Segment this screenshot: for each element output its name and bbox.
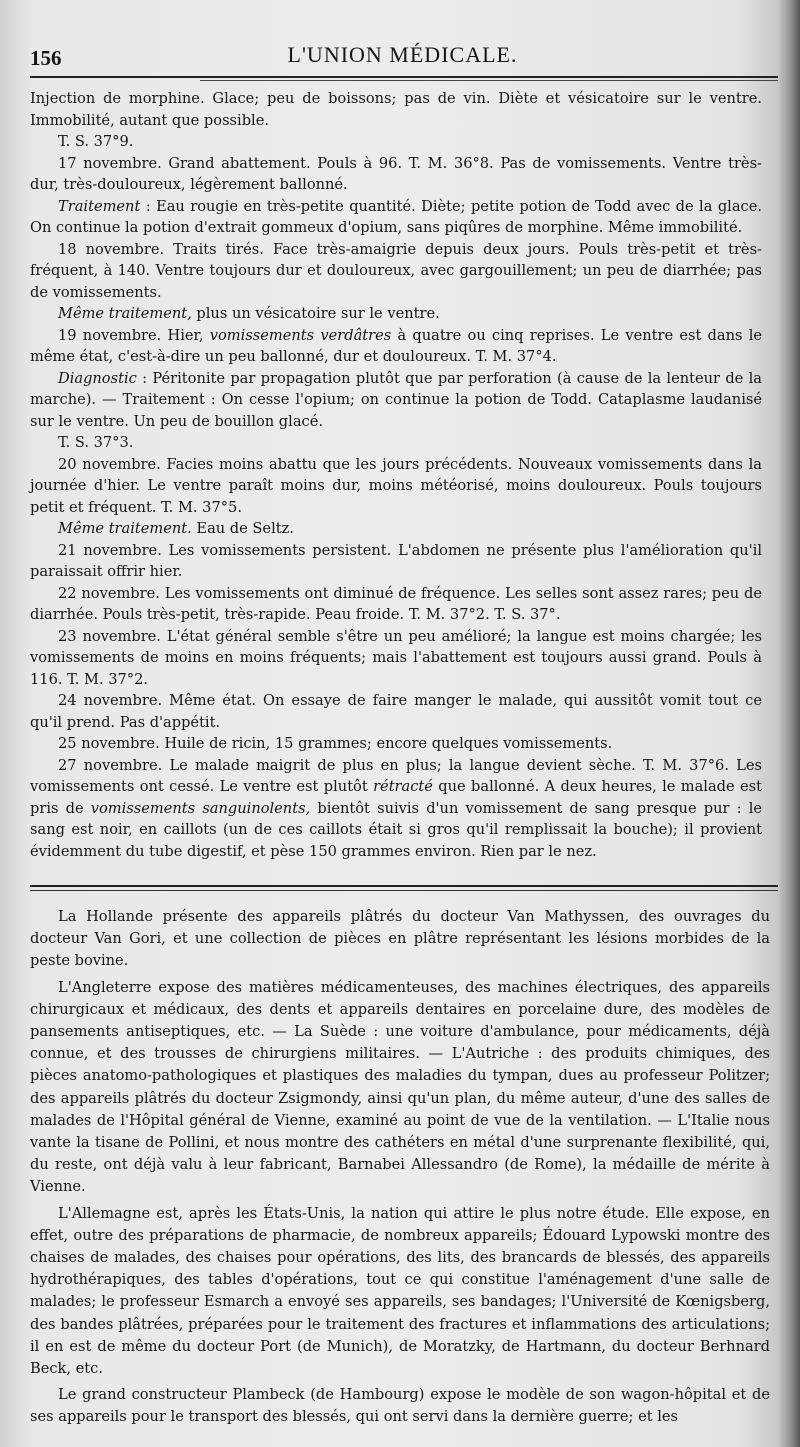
text-run: 18 novembre. Traits tirés. Face très-amaigrie depuis deux jours. Pouls très-petit et très-fréquent, à 140. Ventre toujours dur et douloureux, avec gargouillement; un peu de diarrhée; pas de vomissements. <box>30 240 762 301</box>
case-paragraph <box>30 196 762 239</box>
italic-text: Traitement <box>58 197 141 215</box>
case-paragraph <box>30 733 762 755</box>
case-paragraph <box>30 540 762 583</box>
text-run: 21 novembre. Les vomissements persistent. L'abdomen ne présente plus l'amélioration qu'il paraissait offrir hier. <box>30 541 762 580</box>
case-paragraph <box>30 153 762 196</box>
text-run: : Eau rougie en très-petite quantité. Diète; petite potion de Todd avec de la glace. On continue la potion d'extrait gommeux d'opium, sans piqûres de morphine. Même immobilité. <box>30 197 762 236</box>
case-notes <box>30 88 762 862</box>
text-run: Injection de morphine. Glace; peu de boissons; pas de vin. Diète et vésicatoire sur le ventre. Immobilité, autant que possible. <box>30 90 762 129</box>
text-run: 20 novembre. Facies moins abattu que les jours précédents. Nouveaux vomissements dans la journée d'hier. Le ventre paraît moins dur, moins météorisé, moins douloureux. Pouls toujours petit et fréquent. T. M. 37°5. <box>30 455 762 516</box>
header-rule-thin <box>200 80 778 81</box>
page-edge-shadow <box>778 0 800 1447</box>
exposition-paragraph: L'Angleterre expose des matières médicamenteuses, des machines électriques, des appareils chirurgicaux et médicaux, des dents et appareils dentaires en porcelaine dure, des modèles de pansements antiseptiques, etc. — La Suède : une voiture d'ambulance, pour médicaments, déjà connue, et des trousses de chirurgiens militaires. — L'Autriche : des produits chimiques, des pièces anatomo-pathologiques et plastiques des maladies du tympan, dues au professeur Politzer; des appareils plâtrés du docteur Zsigmondy, ainsi qu'un plan, du même auteur, d'une des salles de malades de l'Hôpital général de Vienne, examiné au point de vue de la ventilation. — L'Italie nous vante la tisane de Pollini, et nous montre des cathéters en métal d'une surprenante flexibilité, qui, du reste, ont déjà valu à leur fabricant, Barnabei Allessandro (de Rome), la médaille de mérite à Vienne. <box>30 978 770 1196</box>
case-paragraph <box>30 690 762 733</box>
italic-text: Diagnostic <box>58 369 137 387</box>
section-separator-thin <box>30 890 778 891</box>
text-run: 25 novembre. Huile de ricin, 15 grammes; encore quelques vomissements. <box>58 735 613 752</box>
text-run: plus un vésicatoire sur le ventre. <box>191 305 440 322</box>
text-run: 24 novembre. Même état. On essaye de faire manger le malade, qui aussitôt vomit tout ce qu'il prend. Pas d'appétit. <box>30 692 762 731</box>
italic-text: rétracté <box>373 778 433 795</box>
text-run: T. S. 37°9. <box>58 133 134 150</box>
case-paragraph <box>30 131 762 153</box>
italic-text: Même traitement. <box>58 520 192 537</box>
header-rule <box>30 76 778 78</box>
exposition-paragraph: L'Allemagne est, après les États-Unis, la nation qui attire le plus notre étude. Elle expose, en effet, outre des préparations de pharmacie, de nombreux appareils; Édouard Lypowski montre des chaises de malades, des chaises pour opérations, des lits, des brancards de blessés, des appareils hydrothérapiques, des tables d'opérations, tout ce qui constitue l'aménagement d'une salle de malades; le professeur Esmarch a envoyé ses appareils, ses bandages; l'Université de Kœnigsberg, des bandes plâtrées, préparées pour le traitement des fractures et inflammations des articulations; il en est de même du docteur Port (de Munich), de Moratzky, de Hartmann, du docteur Berhnard Beck, etc. <box>30 1204 770 1378</box>
text-run: : Péritonite par propagation plutôt que par perforation (à cause de la lenteur de la marche). — Traitement : On cesse l'opium; on continue la potion de Todd. Cataplasme laudanisé sur le ventre. Un peu de bouillon glacé. <box>30 369 762 430</box>
italic-text: vomissements verdâtres <box>209 326 392 344</box>
case-paragraph <box>30 454 762 519</box>
text-run: 27 novembre. Le malade maigrit de plus en plus; la langue devient sèche. T. M. 37°6. Les vomissements ont cessé. Le ventre est plutôt <box>30 756 762 795</box>
text-run: à quatre ou cinq reprises. Le ventre est dans le même état, c'est-à-dire un peu ballonné, dur et douloureux. T. M. 37°4. <box>30 326 762 365</box>
exposition-text <box>30 906 770 1433</box>
case-paragraph <box>30 88 762 131</box>
case-paragraph <box>30 583 762 626</box>
exposition-paragraph: Le grand constructeur Plambeck (de Hambourg) expose le modèle de son wagon-hôpital et de ses appareils pour le transport des blessés, qui ont servi dans la dernière guerre; et les <box>30 1386 770 1426</box>
running-title: L'UNION MÉDICALE. <box>287 42 518 67</box>
text-run: 17 novembre. Grand abattement. Pouls à 96. T. M. 36°8. Pas de vomissements. Ventre très-dur, très-douloureux, légèrement ballonné. <box>30 154 762 193</box>
case-paragraph <box>30 626 762 691</box>
page-number: 156 <box>30 46 62 70</box>
case-paragraph <box>30 432 762 454</box>
text-run: que ballonné. A deux heures, le malade est pris de <box>30 778 762 817</box>
text-run: 22 novembre. Les vomissements ont diminué de fréquence. Les selles sont assez rares; peu de diarrhée. Pouls très-petit, très-rapide. Peau froide. T. M. 37°2. T. S. 37°. <box>30 584 762 623</box>
text-run: 19 novembre. Hier, <box>58 326 210 344</box>
case-paragraph <box>30 303 762 325</box>
text-run: Eau de Seltz. <box>191 520 294 537</box>
page-header <box>30 40 775 76</box>
case-paragraph <box>30 325 762 368</box>
text-run: bientôt suivis d'un vomissement de sang presque pur : le sang est noir, en caillots (un de ces caillots était si gros qu'il remplissait la bouche); il provient évidemment du tube digestif, et pèse 150 grammes environ. Rien par le nez. <box>30 799 763 860</box>
text-run: 23 novembre. L'état général semble s'être un peu amélioré; la langue est moins chargée; les vomissements de moins en moins fréquents; mais l'abattement est toujours aussi grand. Pouls à 116. T. M. 37°2. <box>30 627 762 688</box>
case-paragraph <box>30 518 762 540</box>
exposition-paragraph: La Hollande présente des appareils plâtrés du docteur Van Mathyssen, des ouvrages du docteur Van Gori, et une collection de pièces en plâtre représentant les lésions morbides de la peste bovine. <box>30 908 770 970</box>
italic-text: Même traitement, <box>58 305 192 322</box>
italic-text: vomissements sanguinolents, <box>90 799 311 817</box>
case-paragraph <box>30 368 762 433</box>
section-separator <box>30 885 778 887</box>
case-paragraph <box>30 755 762 863</box>
text-run: T. S. 37°3. <box>58 434 134 451</box>
case-paragraph <box>30 239 762 304</box>
